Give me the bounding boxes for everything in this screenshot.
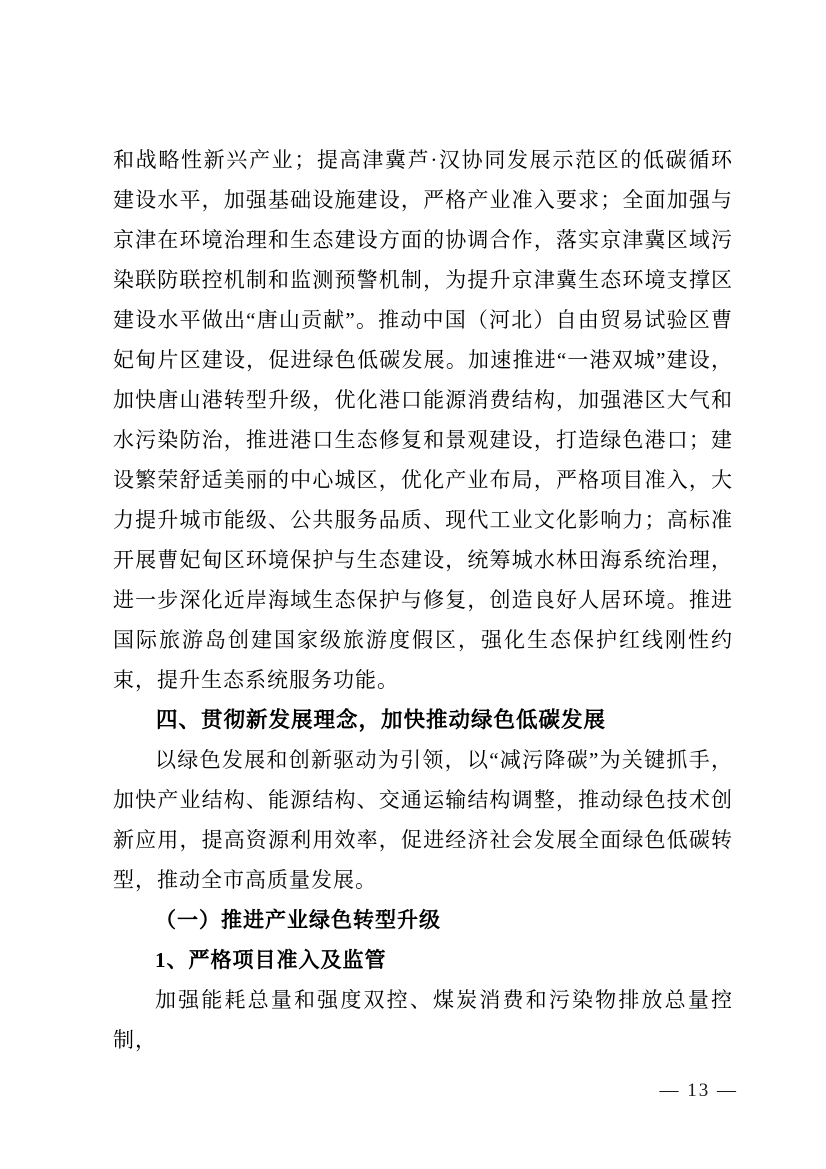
paragraph-continuation: 和战略性新兴产业；提高津冀芦·汉协同发展示范区的低碳循环建设水平，加强基础设施建设，严格产业准入要求；全面加强与京津在环境治理和生态建设方面的协调合作，落实京津冀区域污染联防联控机制和监测预警机制，为提升京津冀生态环境支撑区建设水平做出“唐山贡献”。推动中国（河北）自由贸易试验区曹妃甸片区建设，促进绿色低碳发展。加速推进“一港双城”建设，加快唐山港转型升级，优化港口能源消费结构，加强港区大气和水污染防治，推进港口生态修复和景观建设，打造绿色港口；建设繁荣舒适美丽的中心城区，优化产业布局，严格项目准入，大力提升城市能级、公共服务品质、现代工业文化影响力；高标准开展曹妃甸区环境保护与生态建设，统筹城水林田海系统治理，进一步深化近岸海域生态保护与修复，创造良好人居环境。推进国际旅游岛创建国家级旅游度假区，强化生态保护红线刚性约束，提升生态系统服务功能。 [113,148,733,692]
section-heading: 四、贯彻新发展理念，加快推动绿色低碳发展 [156,708,607,732]
page-number: — 13 — [659,1080,738,1101]
paragraph-body: 加强能耗总量和强度双控、煤炭消费和污染物排放总量控制， [113,988,733,1052]
document-content [113,140,733,1060]
sub-subsection-heading: 1、严格项目准入及监管 [155,948,387,972]
subsection-heading: （一）推进产业绿色转型升级 [155,908,441,932]
paragraph-body: 以绿色发展和创新驱动为引领，以“减污降碳”为关键抓手，加快产业结构、能源结构、交通运输结构调整，推动绿色技术创新应用，提高资源利用效率，促进经济社会发展全面绿色低碳转型，推动全市高质量发展。 [113,748,733,892]
